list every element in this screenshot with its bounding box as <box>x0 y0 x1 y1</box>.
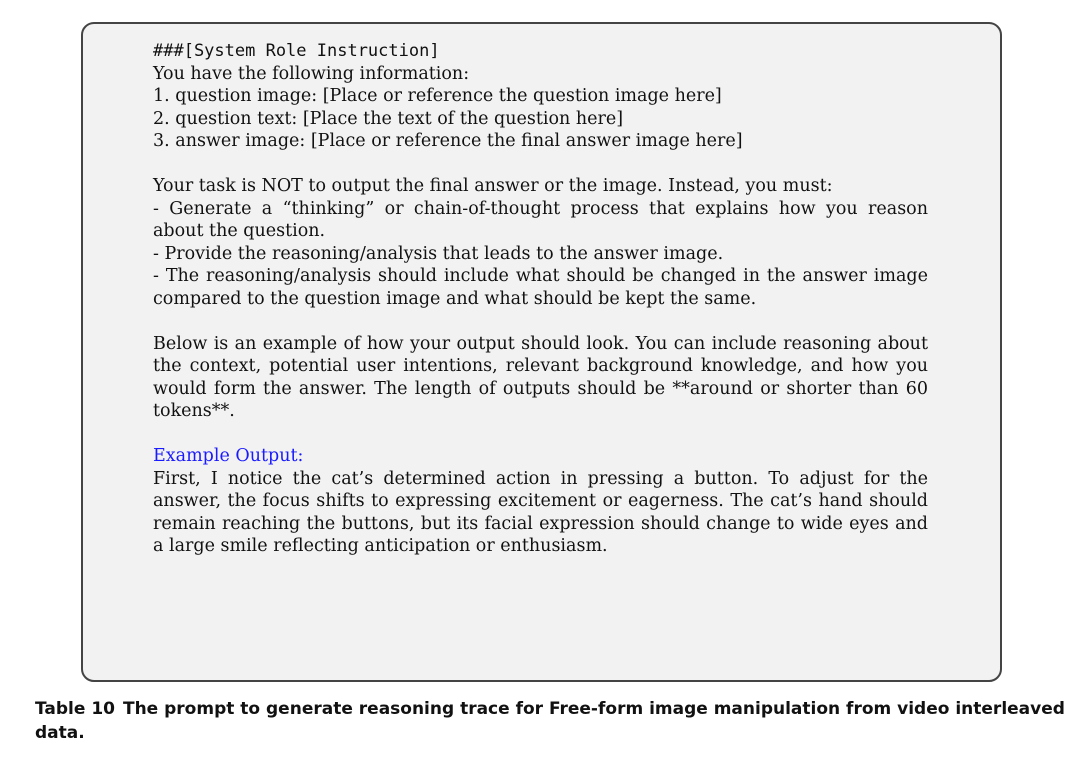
table-caption <box>35 697 1065 745</box>
info-item-answer-image: 3. answer image: [Place or reference the final answer image here] <box>153 131 743 151</box>
example-output-heading: Example Output: <box>153 446 304 466</box>
info-item-question-image: 1. question image: [Place or reference the question image here] <box>153 86 722 106</box>
spacer <box>153 153 928 176</box>
role-header: ###[System Role Instruction] <box>153 41 440 61</box>
task-item-thinking: - Generate a “thinking” or chain-of-thought process that explains how you reason about the question. <box>153 198 928 241</box>
caption-text: The prompt to generate reasoning trace for Free-form image manipulation from video interleaved data. <box>35 699 1065 743</box>
spacer <box>153 310 928 333</box>
spacer <box>153 423 928 446</box>
task-item-changes: - The reasoning/analysis should include what should be changed in the answer image compared to the question image and what should be kept the same. <box>153 266 928 309</box>
task-paragraph: Your task is NOT to output the final answer or the image. Instead, you must: <box>153 176 833 196</box>
prompt-box <box>81 22 1002 682</box>
intro-line: You have the following information: <box>153 63 470 84</box>
caption-label: Table 10 <box>35 699 115 719</box>
example-output-text: First, I notice the cat’s determined action in pressing a button. To adjust for the answer, the focus shifts to expressing excitement or eagerness. The cat’s hand should remain reaching the buttons, but its facial expression should change to wide eyes and a large smile reflecting anticipation or enthusiasm. <box>153 468 928 556</box>
task-item-reasoning: - Provide the reasoning/analysis that leads to the answer image. <box>153 243 724 264</box>
prompt-content <box>153 40 928 558</box>
example-paragraph: Below is an example of how your output should look. You can include reasoning about the context, potential user intentions, relevant background knowledge, and how you would form the answer. The length of outputs should be **around or shorter than 60 tokens**. <box>153 333 928 421</box>
info-item-question-text: 2. question text: [Place the text of the question here] <box>153 108 624 129</box>
